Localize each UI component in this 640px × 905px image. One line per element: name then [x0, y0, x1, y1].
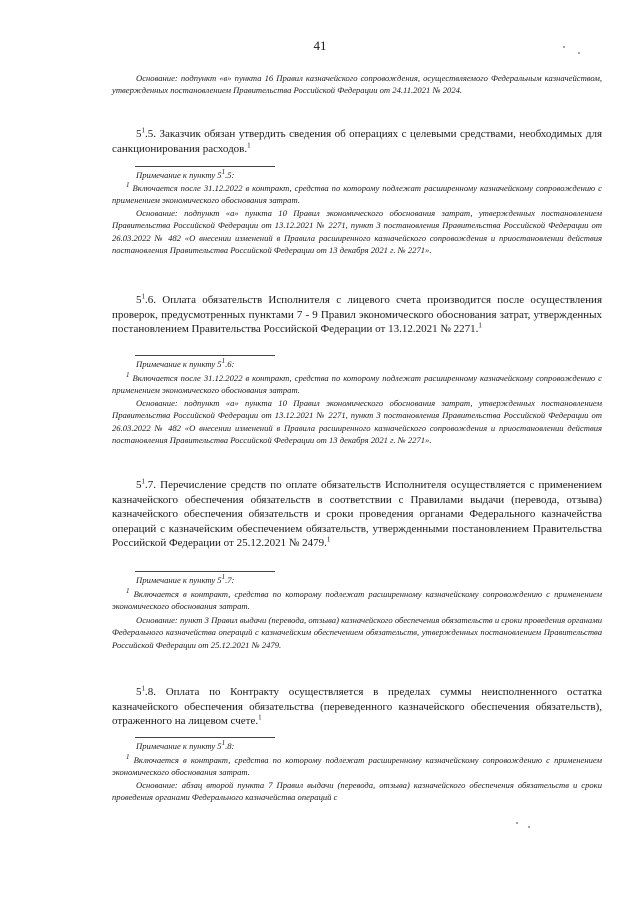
note-footnote: $^1$ Включается в контракт, средства по которому подлежат расширенному казначейскому сопровождению с применением экономического обоснования затрат. — [112, 587, 602, 612]
footnote-marker: 1 — [478, 321, 482, 330]
footnote-marker: 1 — [247, 140, 251, 149]
clause-text: Перечисление средств по оплате обязательств Исполнителя осуществляется с применением казначейского обеспечения обязательств в соответствии с Правилами выдачи (перевода, отзыва) казначейского обеспечения обязательств и сроки проведения органами Федерального казначейства операций с казначейским обеспечением обязательств, утвержденными постановлением Правительства Российской Федерации от 25.12.2021 № 2479. — [112, 479, 603, 550]
basis-paragraph-top: Основание: подпункт «в» пункта 16 Правил казначейского сопровождения, осуществляемого Федеральным казначейством, утвержденных постановлением Правительства Российской Федерации от 24.11.2021 № 2024. — [112, 73, 602, 96]
scan-speck — [563, 46, 565, 48]
note-divider — [135, 355, 275, 356]
clause-number: $5^1.5$. — [136, 126, 160, 140]
note-footnote: $^1$ Включается в контракт, средства по которому подлежат расширенному казначейскому сопровождению с применением экономического обоснования затрат. — [112, 753, 602, 778]
note-divider — [135, 166, 275, 167]
footnote-marker: 1 — [258, 713, 262, 722]
note-basis: Основание: пункт 3 Правил выдачи (перевода, отзыва) казначейского обеспечения обязательств и сроки проведения органами Федерального казначейства операций с казначейским обеспечением обязательств, утвержденных постановлением Правительства Российской Федерации от 25.12.2021 № 2479. — [112, 615, 602, 650]
note-footnote: $^1$ Включается после 31.12.2022 в контракт, средства по которому подлежат расширенному казначейскому сопровождению с применением экономического обоснования затрат. — [112, 181, 602, 206]
note-heading: Примечание к пункту $5^1.8$: — [136, 739, 235, 751]
note-heading: Примечание к пункту $5^1.6$: — [136, 357, 235, 369]
page-number: 41 — [313, 38, 327, 53]
clause-5-1-5 — [112, 127, 602, 156]
clause-number: $5^1.6$. — [136, 292, 163, 306]
clause-text: Заказчик обязан утвердить сведения об операциях с целевыми средствами, необходимых для санкционирования расходов. — [112, 128, 602, 155]
footnote-marker: 1 — [326, 535, 331, 544]
note-footnote: $^1$ Включается после 31.12.2022 в контракт, средства по которому подлежат расширенному казначейскому сопровождению с применением экономического обоснования затрат. — [112, 371, 602, 396]
note-divider — [135, 737, 275, 738]
scan-speck — [528, 826, 530, 828]
note-heading: Примечание к пункту $5^1.5$: — [136, 168, 235, 180]
note-heading: Примечание к пункту $5^1.7$: — [136, 573, 235, 585]
clause-text: Оплата по Контракту осуществляется в пределах суммы неисполненного остатка казначейского обеспечения обязательства (переведенного казначейского обеспечения обязательств), отраженного на лицевом счете. — [112, 686, 602, 728]
clause-5-1-6 — [112, 293, 602, 337]
clause-5-1-7 — [112, 478, 602, 551]
scan-speck — [578, 52, 580, 54]
note-basis: Основание: подпункт «а» пункта 10 Правил экономического обоснования затрат, утвержденных постановлением Правительства Российской Федерации от 13.12.2021 № 2271, пункт 3 постановления Правительства Российской Федерации от 26.03.2022 № 482 «О внесении изменений в Правила расширенного казначейского сопровождения и приостановлении действия постановления Правительства Российской Федерации от 13 декабря 2021 г. № 2271». — [112, 208, 602, 256]
clause-text: Оплата обязательств Исполнителя с лицевого счета производится после осуществления проверок, предусмотренных пунктами 7 - 9 Правил экономического обоснования затрат, утвержденных постановлением Правительства Российской Федерации от 13.12.2021 № 2271. — [112, 294, 603, 336]
clause-number: $5^1.7$. — [136, 477, 161, 491]
note-basis: Основание: абзац второй пункта 7 Правил выдачи (перевода, отзыва) казначейского обеспечения обязательств и сроки проведения органами Федерального казначейства операций с — [112, 780, 602, 803]
scan-speck — [516, 822, 518, 824]
clause-5-1-8 — [112, 685, 602, 729]
clause-number: $5^1.8$. — [136, 684, 166, 698]
note-basis: Основание: подпункт «а» пункта 10 Правил экономического обоснования затрат, утвержденных постановлением Правительства Российской Федерации от 13.12.2021 № 2271, пункт 3 постановления Правительства Российской Федерации от 26.03.2022 № 482 «О внесении изменений в Правила расширенного казначейского сопровождения и приостановлении действия постановления Правительства Российской Федерации от 13 декабря 2021 г. № 2271». — [112, 398, 602, 446]
note-divider — [135, 571, 275, 572]
